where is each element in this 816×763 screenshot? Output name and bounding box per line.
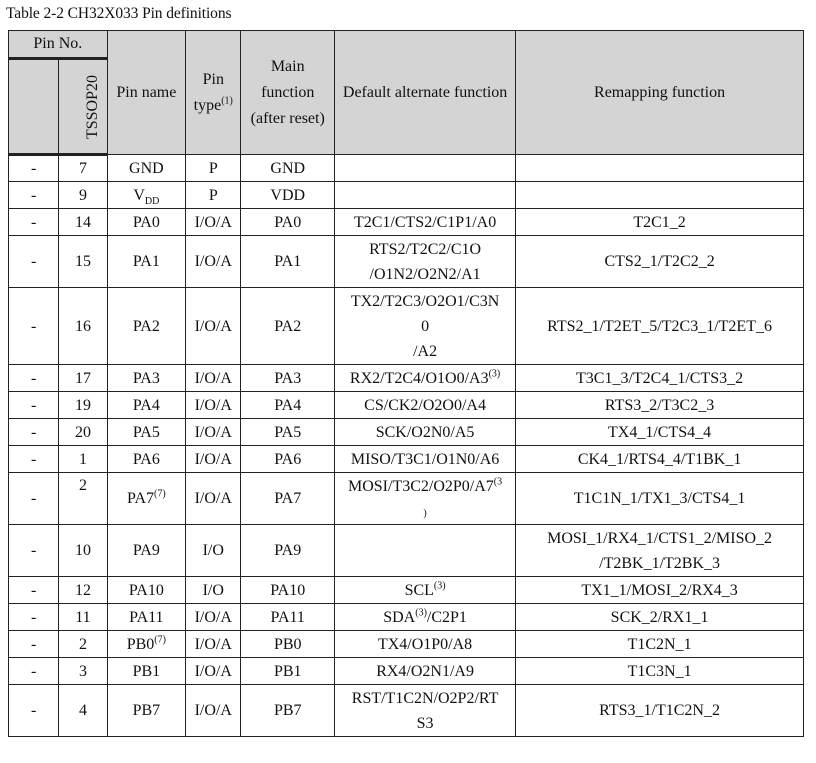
cell-default-alternate: SDA$^{(3)}$/C2P1 — [335, 604, 516, 631]
cell-main-function: PA5 — [241, 419, 335, 446]
cell-pin-type: I/O/A — [186, 604, 241, 631]
table-row — [9, 392, 804, 419]
cell-remapping: CK4_1/RTS4_4/T1BK_1 — [516, 446, 804, 473]
cell-pin-name: PA7$^{(7)}$ — [107, 473, 185, 525]
cell-default-alternate: RST/T1C2N/O2P2/RT S3 — [335, 685, 516, 737]
cell-main-function: PB7 — [241, 685, 335, 737]
cell-main-function: PA10 — [241, 577, 335, 604]
cell-pin-name: PA3 — [107, 365, 185, 392]
cell-remapping — [516, 182, 804, 209]
table-row — [9, 685, 804, 737]
table-row — [9, 658, 804, 685]
cell-pin-name: $V_{DD}$ — [107, 182, 185, 209]
cell-tssop20: 1 — [59, 446, 107, 473]
cell-pin-col0: - — [9, 604, 59, 631]
cell-pin-type: P — [186, 182, 241, 209]
cell-pin-type: I/O/A — [186, 631, 241, 658]
cell-pin-type: I/O/A — [186, 236, 241, 288]
cell-pin-name: PA5 — [107, 419, 185, 446]
cell-main-function: PB0 — [241, 631, 335, 658]
cell-tssop20: 12 — [59, 577, 107, 604]
header-pin-type — [186, 31, 241, 155]
cell-pin-type: I/O/A — [186, 446, 241, 473]
cell-main-function: GND — [241, 155, 335, 182]
header-remapping: Remapping function — [516, 31, 804, 155]
cell-default-alternate: MOSI/T3C2/O2P0/A7$^{(3}$ ) — [335, 473, 516, 525]
cell-pin-type: I/O — [186, 525, 241, 577]
cell-main-function: PA6 — [241, 446, 335, 473]
cell-pin-type: I/O/A — [186, 419, 241, 446]
cell-pin-col0: - — [9, 392, 59, 419]
cell-tssop20: 17 — [59, 365, 107, 392]
cell-main-function: PB1 — [241, 658, 335, 685]
header-tssop20 — [59, 59, 107, 155]
cell-pin-name: PB1 — [107, 658, 185, 685]
cell-pin-col0: - — [9, 288, 59, 365]
cell-pin-type: I/O/A — [186, 685, 241, 737]
cell-tssop20: 9 — [59, 182, 107, 209]
cell-pin-name: PA2 — [107, 288, 185, 365]
cell-pin-type: I/O — [186, 577, 241, 604]
table-row — [9, 365, 804, 392]
pin-definitions-table — [8, 30, 804, 737]
cell-default-alternate: T2C1/CTS2/C1P1/A0 — [335, 209, 516, 236]
cell-tssop20: 14 — [59, 209, 107, 236]
cell-tssop20: 15 — [59, 236, 107, 288]
cell-pin-col0: - — [9, 155, 59, 182]
cell-remapping: CTS2_1/T2C2_2 — [516, 236, 804, 288]
cell-pin-col0: - — [9, 236, 59, 288]
cell-tssop20: 16 — [59, 288, 107, 365]
cell-remapping: T1C1N_1/TX1_3/CTS4_1 — [516, 473, 804, 525]
cell-pin-name: PB0$^{(7)}$ — [107, 631, 185, 658]
cell-tssop20: 4 — [59, 685, 107, 737]
cell-pin-name: PA6 — [107, 446, 185, 473]
table-caption: Table 2-2 CH32X033 Pin definitions — [6, 5, 232, 22]
cell-remapping: T1C3N_1 — [516, 658, 804, 685]
table-row — [9, 604, 804, 631]
table-row — [9, 182, 804, 209]
cell-main-function: PA2 — [241, 288, 335, 365]
cell-pin-name: PA11 — [107, 604, 185, 631]
cell-default-alternate: RX4/O2N1/A9 — [335, 658, 516, 685]
cell-pin-col0: - — [9, 419, 59, 446]
cell-pin-col0: - — [9, 685, 59, 737]
table-row — [9, 155, 804, 182]
cell-main-function: PA1 — [241, 236, 335, 288]
cell-tssop20: 11 — [59, 604, 107, 631]
header-pin-no: Pin No. — [9, 31, 108, 59]
cell-tssop20: 10 — [59, 525, 107, 577]
cell-main-function: PA3 — [241, 365, 335, 392]
cell-default-alternate: CS/CK2/O2O0/A4 — [335, 392, 516, 419]
cell-remapping: RTS2_1/T2ET_5/T2C3_1/T2ET_6 — [516, 288, 804, 365]
cell-remapping: SCK_2/RX1_1 — [516, 604, 804, 631]
cell-pin-name: PA4 — [107, 392, 185, 419]
cell-remapping: RTS3_2/T3C2_3 — [516, 392, 804, 419]
cell-tssop20: 2 — [59, 631, 107, 658]
table-row — [9, 525, 804, 577]
cell-default-alternate: TX2/T2C3/O2O1/C3N 0 /A2 — [335, 288, 516, 365]
cell-pin-type: I/O/A — [186, 473, 241, 525]
cell-default-alternate — [335, 155, 516, 182]
cell-main-function: PA0 — [241, 209, 335, 236]
cell-default-alternate — [335, 182, 516, 209]
header-default-alternate: Default alternate function — [335, 31, 516, 155]
table-row — [9, 577, 804, 604]
cell-pin-type: I/O/A — [186, 658, 241, 685]
cell-pin-col0: - — [9, 446, 59, 473]
cell-pin-type: I/O/A — [186, 365, 241, 392]
header-blank-col — [9, 59, 59, 155]
cell-pin-name: PA9 — [107, 525, 185, 577]
header-main-function: Main function (after reset) — [241, 31, 335, 155]
cell-pin-col0: - — [9, 182, 59, 209]
cell-pin-col0: - — [9, 473, 59, 525]
cell-pin-col0: - — [9, 577, 59, 604]
table-row — [9, 473, 804, 525]
table-row — [9, 236, 804, 288]
cell-remapping: MOSI_1/RX4_1/CTS1_2/MISO_2 /T2BK_1/T2BK_3 — [516, 525, 804, 577]
header-tssop20-text: TSSOP20 — [84, 74, 102, 139]
cell-pin-name: PA0 — [107, 209, 185, 236]
cell-remapping — [516, 155, 804, 182]
cell-pin-type: I/O/A — [186, 288, 241, 365]
cell-default-alternate: SCK/O2N0/A5 — [335, 419, 516, 446]
cell-tssop20: 7 — [59, 155, 107, 182]
cell-pin-type: I/O/A — [186, 392, 241, 419]
cell-pin-name: PB7 — [107, 685, 185, 737]
cell-default-alternate: TX4/O1P0/A8 — [335, 631, 516, 658]
cell-default-alternate: RTS2/T2C2/C1O /O1N2/O2N2/A1 — [335, 236, 516, 288]
cell-main-function: PA7 — [241, 473, 335, 525]
cell-default-alternate — [335, 525, 516, 577]
cell-main-function: PA11 — [241, 604, 335, 631]
cell-tssop20: 19 — [59, 392, 107, 419]
cell-pin-col0: - — [9, 209, 59, 236]
cell-remapping: T1C2N_1 — [516, 631, 804, 658]
cell-tssop20: 2 — [59, 473, 107, 525]
cell-remapping: RTS3_1/T1C2N_2 — [516, 685, 804, 737]
cell-default-alternate: SCL$^{(3)}$ — [335, 577, 516, 604]
cell-main-function: PA9 — [241, 525, 335, 577]
header-pin-type-note: (1) — [221, 95, 233, 107]
cell-default-alternate: MISO/T3C1/O1N0/A6 — [335, 446, 516, 473]
cell-remapping: T2C1_2 — [516, 209, 804, 236]
cell-main-function: PA4 — [241, 392, 335, 419]
header-pin-name: Pin name — [107, 31, 185, 155]
cell-pin-col0: - — [9, 658, 59, 685]
cell-remapping: T3C1_3/T2C4_1/CTS3_2 — [516, 365, 804, 392]
table-row — [9, 209, 804, 236]
table-row — [9, 419, 804, 446]
cell-pin-type: I/O/A — [186, 209, 241, 236]
cell-pin-col0: - — [9, 631, 59, 658]
table-body — [9, 155, 804, 737]
cell-pin-type: P — [186, 155, 241, 182]
table-row — [9, 288, 804, 365]
cell-pin-col0: - — [9, 525, 59, 577]
cell-tssop20: 20 — [59, 419, 107, 446]
header-pin-type-text: Pin type — [193, 70, 224, 114]
cell-tssop20: 3 — [59, 658, 107, 685]
table-row — [9, 631, 804, 658]
cell-main-function: VDD — [241, 182, 335, 209]
cell-remapping: TX4_1/CTS4_4 — [516, 419, 804, 446]
table-row — [9, 446, 804, 473]
cell-pin-name: GND — [107, 155, 185, 182]
cell-pin-name: PA1 — [107, 236, 185, 288]
cell-remapping: TX1_1/MOSI_2/RX4_3 — [516, 577, 804, 604]
cell-pin-name: PA10 — [107, 577, 185, 604]
cell-pin-col0: - — [9, 365, 59, 392]
cell-default-alternate: RX2/T2C4/O1O0/A3$^{(3)}$ — [335, 365, 516, 392]
